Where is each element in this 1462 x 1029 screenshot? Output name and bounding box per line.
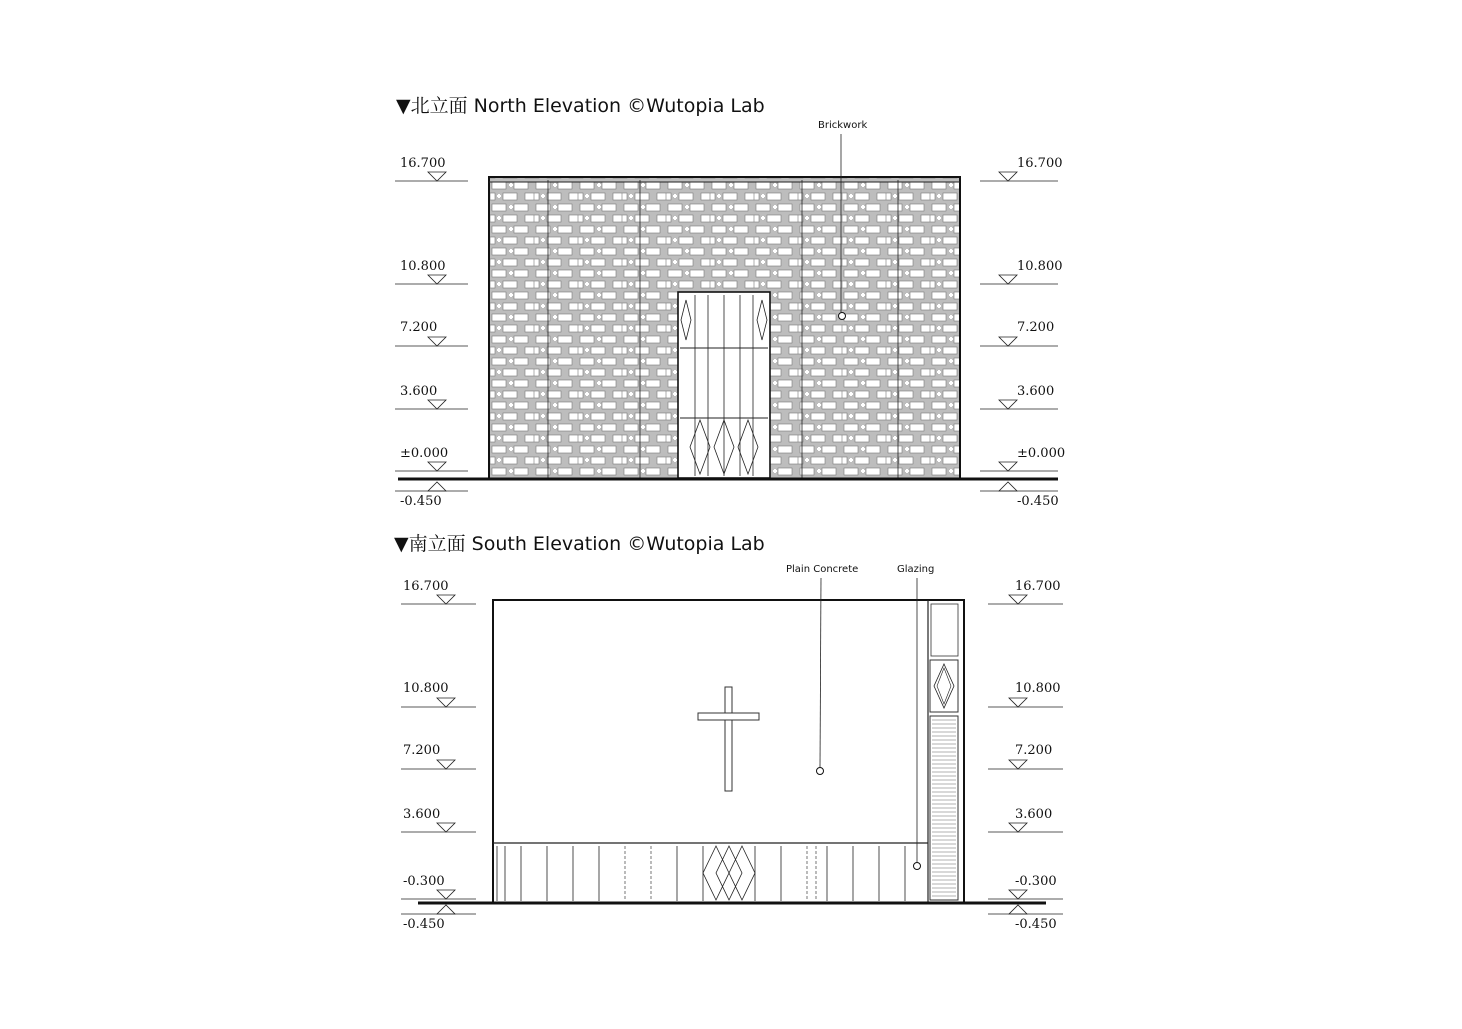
south-levels-left	[401, 579, 476, 932]
level-label: -0.300	[403, 874, 445, 889]
level-label: 16.700	[1015, 579, 1061, 594]
north-elevation-title: ▼北立面 North Elevation ©Wutopia Lab	[396, 95, 765, 117]
level-label: 3.600	[403, 807, 441, 822]
level-label: 10.800	[1017, 259, 1063, 274]
south-glazing-label: Glazing	[897, 564, 935, 575]
level-label: -0.450	[1015, 917, 1057, 932]
level-label: -0.450	[400, 494, 442, 509]
level-label: -0.450	[1017, 494, 1059, 509]
level-label: 3.600	[400, 384, 438, 399]
level-label: 10.800	[1015, 681, 1061, 696]
level-label: 7.200	[403, 743, 441, 758]
north-brickwork-marker	[839, 313, 846, 320]
level-label: 10.800	[403, 681, 449, 696]
south-concrete-marker	[817, 768, 824, 775]
north-levels-right	[980, 156, 1065, 509]
south-glazing-strip	[928, 600, 958, 903]
level-label: -0.300	[1015, 874, 1057, 889]
level-label: 7.200	[400, 320, 438, 335]
level-label: 16.700	[403, 579, 449, 594]
level-label: 16.700	[1017, 156, 1063, 171]
north-levels-left	[395, 156, 468, 509]
north-elevation	[395, 95, 1065, 509]
level-label: 3.600	[1017, 384, 1055, 399]
level-label: 10.800	[400, 259, 446, 274]
north-entrance-window	[678, 292, 770, 478]
level-label: 7.200	[1017, 320, 1055, 335]
level-label: ±0.000	[400, 446, 449, 461]
level-label: ±0.000	[1017, 446, 1066, 461]
south-glazing-marker	[914, 863, 921, 870]
level-label: 16.700	[400, 156, 446, 171]
south-levels-right	[988, 579, 1063, 932]
level-label: 7.200	[1015, 743, 1053, 758]
level-label: 3.600	[1015, 807, 1053, 822]
south-elevation-title: ▼南立面 South Elevation ©Wutopia Lab	[394, 533, 765, 555]
south-elevation	[394, 533, 1063, 932]
north-brickwork-label: Brickwork	[818, 120, 868, 131]
level-label: -0.450	[403, 917, 445, 932]
south-plain-concrete-label: Plain Concrete	[786, 564, 859, 575]
